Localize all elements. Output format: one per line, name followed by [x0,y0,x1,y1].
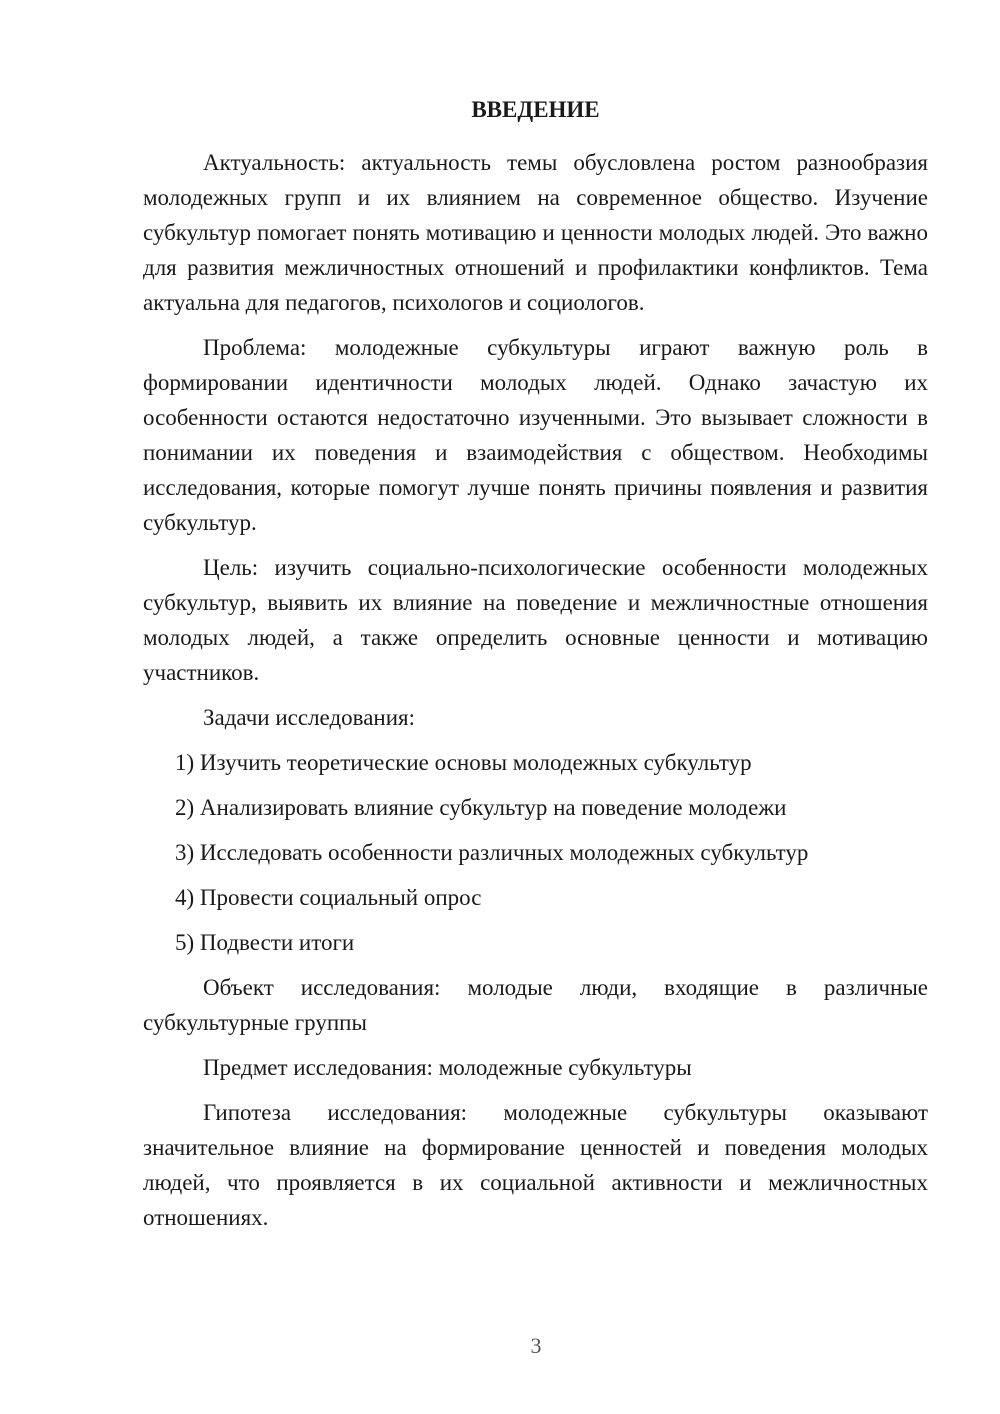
page-number: 3 [530,1333,542,1358]
task-item: 3) Исследовать особенности различных молодежных субкультур [175,840,809,865]
object-paragraph: Объект исследования: молодые люди, входящие в различные субкультурные группы [143,975,928,1035]
relevance-paragraph: Актуальность: актуальность темы обусловлена ростом разнообразия молодежных групп и их влиянием на современное общество. Изучение субкультур помогает понять мотивацию и ценности молодых людей. Это важно для развития межличностных отношений и профилактики конфликтов. Тема актуальна для педагогов, психологов и социологов. [143,150,928,315]
problem-paragraph: Проблема: молодежные субкультуры играют важную роль в формировании идентичности молодых людей. Однако зачастую их особенности остаются недостаточно изученными. Это вызывает сложности в понимании их поведения и взаимодействия с обществом. Необходимы исследования, которые помогут лучше понять причины появления и развития субкультур. [143,335,928,535]
goal-paragraph: Цель: изучить социально-психологические особенности молодежных субкультур, выявить их влияние на поведение и межличностные отношения молодых людей, а также определить основные ценности и мотивацию участников. [143,555,928,685]
task-item: 4) Провести социальный опрос [175,885,482,910]
task-item: 1) Изучить теоретические основы молодежных субкультур [175,750,752,775]
task-item: 2) Анализировать влияние субкультур на поведение молодежи [175,795,787,820]
task-item: 5) Подвести итоги [175,930,355,955]
subject-paragraph: Предмет исследования: молодежные субкультуры [203,1055,692,1080]
page-title: ВВЕДЕНИЕ [471,97,600,122]
page-content [143,92,928,1245]
tasks-list [143,745,928,960]
hypothesis-paragraph: Гипотеза исследования: молодежные субкультуры оказывают значительное влияние на формирование ценностей и поведения молодых людей, что проявляется в их социальной активности и межличностных отношениях. [143,1100,928,1230]
tasks-heading: Задачи исследования: [203,705,416,730]
